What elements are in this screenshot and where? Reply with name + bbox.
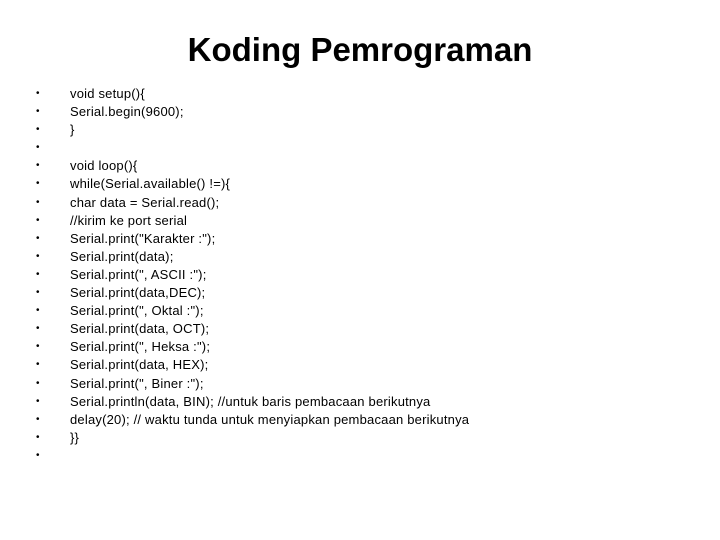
code-line-text: Serial.print(data);: [70, 248, 174, 264]
code-line-text: Serial.print(", Biner :");: [70, 375, 204, 391]
bullet-icon: •: [36, 287, 40, 299]
code-line-text: Serial.print("Karakter :");: [70, 230, 216, 246]
code-line-text: Serial.print(", Oktal :");: [70, 303, 204, 319]
code-line: [36, 302, 696, 320]
code-line-text: void loop(){: [70, 158, 138, 174]
code-listing: [36, 85, 696, 465]
code-line: [36, 175, 696, 193]
code-line-text: Serial.print(", ASCII :");: [70, 266, 207, 282]
code-line-text: char data = Serial.read();: [70, 194, 220, 210]
bullet-icon: •: [36, 323, 40, 335]
code-line: [36, 338, 696, 356]
code-line: [36, 320, 696, 338]
code-line: [36, 248, 696, 266]
bullet-icon: •: [36, 196, 40, 208]
bullet-icon: •: [36, 178, 40, 190]
code-line: [36, 393, 696, 411]
code-line-text: while(Serial.available() !=){: [70, 176, 231, 192]
code-line-text: delay(20); // waktu tunda untuk menyiapkan pembacaan berikutnya: [70, 411, 470, 427]
code-line: [36, 121, 696, 139]
code-line-text: }: [70, 122, 75, 138]
code-line: [36, 429, 696, 447]
bullet-icon: •: [36, 214, 40, 226]
bullet-icon: •: [36, 88, 40, 99]
code-line: [36, 447, 696, 465]
bullet-icon: •: [36, 124, 40, 136]
bullet-icon: •: [36, 431, 40, 443]
bullet-icon: •: [36, 160, 40, 172]
code-line-text: Serial.begin(9600);: [70, 104, 184, 120]
code-line: [36, 194, 696, 212]
code-line: [36, 356, 696, 374]
code-line: [36, 284, 696, 302]
code-line: [36, 411, 696, 429]
code-line: [36, 212, 696, 230]
code-line-text: Serial.print(data,DEC);: [70, 285, 206, 301]
bullet-icon: •: [36, 106, 40, 118]
bullet-icon: •: [36, 232, 40, 244]
bullet-icon: •: [36, 250, 40, 262]
bullet-icon: •: [36, 449, 40, 461]
code-line-text: //kirim ke port serial: [70, 212, 188, 228]
code-line-text: void setup(){: [70, 86, 145, 101]
bullet-icon: •: [36, 341, 40, 353]
code-line-text: }}: [70, 429, 80, 445]
code-line: [36, 85, 696, 103]
bullet-icon: •: [36, 268, 40, 280]
code-line-text: Serial.print(", Heksa :");: [70, 339, 211, 355]
bullet-icon: •: [36, 305, 40, 317]
code-line: [36, 103, 696, 121]
code-line: [36, 266, 696, 284]
bullet-icon: •: [36, 395, 40, 407]
code-line: [36, 139, 696, 157]
code-line-text: Serial.print(data, OCT);: [70, 321, 210, 337]
code-line: [36, 157, 696, 175]
code-line: [36, 375, 696, 393]
bullet-icon: •: [36, 359, 40, 371]
bullet-icon: •: [36, 377, 40, 389]
bullet-icon: •: [36, 142, 40, 154]
bullet-icon: •: [36, 413, 40, 425]
slide-title: Koding Pemrograman: [187, 31, 533, 68]
code-line: [36, 230, 696, 248]
code-line-text: Serial.println(data, BIN); //untuk baris pembacaan berikutnya: [70, 393, 431, 409]
code-line-text: Serial.print(data, HEX);: [70, 357, 209, 373]
